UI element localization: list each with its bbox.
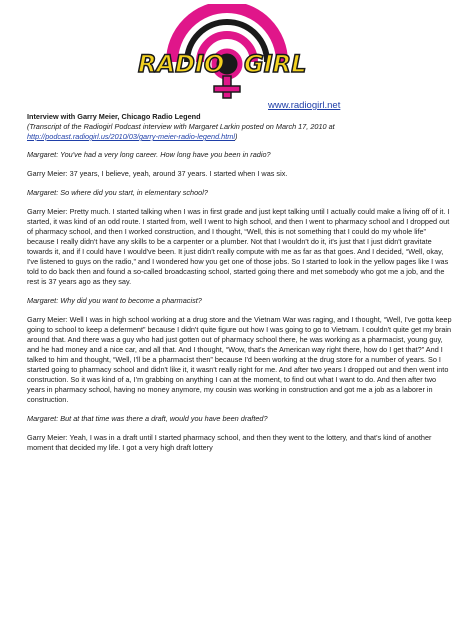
answer-paragraph: Garry Meier: Pretty much. I started talking when I was in first grade and just kept talking until I actually could make a living off of it. I started, it was kind of an odd route. I started from, well I went to high school, and then I went to pharmacy school and I dropped out of pharmacy school, and then I worked construction, and I thought, “Well, this is not something that I could do my whole life” because I really didn't have any skills to be a carpenter or a plumber. Not that I wouldn't do it, it's just that I just didn't gravitate towards it, and if I could have I would've been. It just didn't really compute with me as far as that goes. And I decided, “Well, okay, I've listened to guys on the radio,” and I wondered how you get one of those jobs. So I started to look in the yellow pages like I was told to do back then and found a so-called broadcasting school, started going there and met somebody who got me a job, and the rest is 37 years ago as they say. [27,207,450,286]
question-paragraph: Margaret: Why did you want to become a pharmacist? [27,296,202,305]
document-title: Interview with Garry Meier, Chicago Radio Legend [27,112,201,121]
document-subtitle [27,122,453,142]
radiogirl-logo-graphic [132,4,322,106]
logo-text-radio: RADIO [138,50,225,78]
radiogirl-logo [132,4,322,106]
podcast-link[interactable]: http://podcast.radiogirl.us/2010/03/garry-meier-radio-legend.html [27,132,235,141]
subtitle-prefix: (Transcript of the Radiogirl Podcast interview with Margaret Larkin posted on March 17, 2010 at [27,122,335,131]
logo-text-girl: GIRL [244,50,307,78]
document-body [27,112,453,462]
question-paragraph: Margaret: You've had a very long career. How long have you been in radio? [27,150,271,159]
answer-paragraph: Garry Meier: Well I was in high school working at a drug store and the Vietnam War was raging, and I thought, “Well, I've gotta keep going to school to keep a deferment” because I didn't quite figure out how I was going to go to Vietnam. I couldn't quite get my brain around that. And there was a guy who had just gotten out of pharmacy school there, he was working as a pharmacist, young guy, and he had money and a nice car, and all that. And I thought, “Wow, that's the American way right there, how do I get that?” And I talked to him and thought, “Well, I'll be a pharmacist then” because I'd been working at the drug store for a number of years. So I started going to pharmacy school and didn't like it, it wasn't really right for me. And after two years I dropped out and then went into construction. So it was kind of a, I'm grabbing on anything I can at the moment, to find out what I want to do. And then after two years in pharmacy school, having no money anymore, my cousin was working in construction and got me a job as a laborer in construction. [27,315,452,404]
website-link[interactable]: www.radiogirl.net [268,100,341,111]
question-paragraph: Margaret: But at that time was there a draft, would you have been drafted? [27,414,268,423]
answer-paragraph: Garry Meier: 37 years, I believe, yeah, around 37 years. I started when I was six. [27,169,288,178]
subtitle-suffix: ) [234,132,238,141]
answer-paragraph: Garry Meier: Yeah, I was in a draft until I started pharmacy school, and then they went to the lottery, and that's kind of another moment that decided my life. I got a very high draft lottery [27,433,432,452]
question-paragraph: Margaret: So where did you start, in elementary school? [27,188,208,197]
